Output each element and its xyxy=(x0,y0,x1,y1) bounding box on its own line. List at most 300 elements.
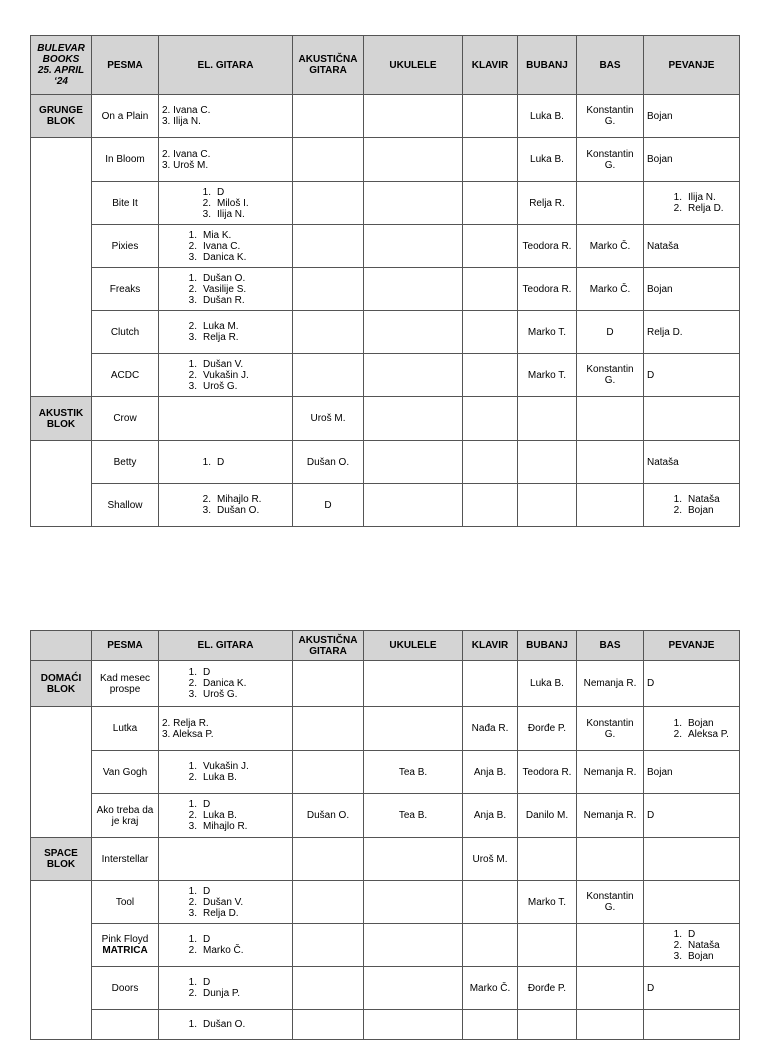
akusticna-gitara-cell: Dušan O. xyxy=(293,441,364,484)
pevanje-cell xyxy=(644,707,740,751)
el-gitara-cell xyxy=(159,1010,293,1040)
table-row xyxy=(31,838,740,881)
list-item xyxy=(647,327,736,338)
song-cell xyxy=(92,707,159,751)
ukulele-cell xyxy=(364,138,463,182)
song-title: Pink Floyd xyxy=(101,934,149,945)
akusticna-gitara-cell xyxy=(293,354,364,397)
performer-name: Bojan xyxy=(647,154,673,165)
bubanj-cell xyxy=(518,441,577,484)
performer-list xyxy=(181,230,289,263)
performer-name: D xyxy=(203,934,211,945)
song-cell xyxy=(92,838,159,881)
list-item xyxy=(162,718,289,729)
item-number: 1. xyxy=(188,977,197,988)
list-item xyxy=(195,505,289,516)
performer-name: Luka B. xyxy=(203,772,237,783)
klavir-cell xyxy=(463,225,518,268)
list-item xyxy=(181,284,289,295)
song-title: Freaks xyxy=(109,283,141,295)
klavir-cell: Anja B. xyxy=(463,794,518,838)
ukulele-cell xyxy=(364,924,463,967)
song-title: Van Gogh xyxy=(102,766,148,778)
akusticna-gitara-cell xyxy=(293,707,364,751)
performer-name: D xyxy=(217,456,225,468)
bubanj-cell: Teodora R. xyxy=(518,268,577,311)
song-title: ACDC xyxy=(110,369,140,381)
performer-list xyxy=(195,494,289,516)
bubanj-cell xyxy=(518,924,577,967)
song-title: Clutch xyxy=(110,326,140,338)
list-item xyxy=(181,886,289,897)
song-cell xyxy=(92,924,159,967)
item-number: 2. xyxy=(202,197,211,209)
performer-name: Relja D. xyxy=(203,907,239,919)
item-number: 1. xyxy=(188,1019,197,1030)
ukulele-cell xyxy=(364,707,463,751)
klavir-cell xyxy=(463,354,518,397)
song-title: Tool xyxy=(115,896,135,908)
ukulele-cell xyxy=(364,881,463,924)
list-item xyxy=(162,105,289,116)
item-number: 3. xyxy=(162,116,171,127)
list-item xyxy=(181,689,289,700)
klavir-cell xyxy=(463,881,518,924)
ukulele-cell xyxy=(364,95,463,138)
performer-name: Relja D. xyxy=(647,326,683,338)
col-header-pesma: PESMA xyxy=(92,631,159,661)
item-number: 1. xyxy=(188,358,197,370)
list-item xyxy=(181,678,289,689)
performer-name: Ilija N. xyxy=(217,208,245,220)
performer-list xyxy=(666,929,736,962)
col-header-bubanj: BUBANJ xyxy=(518,36,577,95)
performer-name: Bojan xyxy=(688,950,714,962)
klavir-cell xyxy=(463,484,518,527)
col-header-klavir: KLAVIR xyxy=(463,631,518,661)
performer-list xyxy=(181,1019,289,1030)
col-header-el-gitara: EL. GITARA xyxy=(159,36,293,95)
song-cell xyxy=(92,484,159,527)
klavir-cell xyxy=(463,138,518,182)
list-item xyxy=(195,457,289,468)
bubanj-cell: Đorđe P. xyxy=(518,707,577,751)
table-row xyxy=(31,1010,740,1040)
bubanj-cell: Danilo M. xyxy=(518,794,577,838)
table-row xyxy=(31,441,740,484)
pevanje-cell xyxy=(644,268,740,311)
pevanje-cell xyxy=(644,924,740,967)
song-cell xyxy=(92,354,159,397)
list-item xyxy=(195,209,289,220)
akusticna-gitara-cell xyxy=(293,182,364,225)
bas-cell: Nemanja R. xyxy=(577,751,644,794)
col-header-ukulele: UKULELE xyxy=(364,631,463,661)
header-row xyxy=(31,36,740,95)
list-item xyxy=(181,799,289,810)
song-title: Bite It xyxy=(112,197,138,209)
klavir-cell xyxy=(463,268,518,311)
bubanj-cell xyxy=(518,397,577,441)
bubanj-cell: Teodora R. xyxy=(518,225,577,268)
song-cell xyxy=(92,182,159,225)
song-title: In Bloom xyxy=(105,154,145,165)
item-number: 2. xyxy=(188,678,197,689)
list-item xyxy=(647,767,736,778)
ukulele-cell: Tea B. xyxy=(364,751,463,794)
item-number: 2. xyxy=(673,203,682,214)
item-number: 2. xyxy=(188,896,197,908)
list-item xyxy=(181,370,289,381)
table-row xyxy=(31,967,740,1010)
bas-cell: Konstantin G. xyxy=(577,138,644,182)
ukulele-cell xyxy=(364,838,463,881)
list-item xyxy=(181,273,289,284)
performer-list xyxy=(666,494,736,516)
pevanje-cell xyxy=(644,484,740,527)
song-title: Crow xyxy=(113,413,137,424)
item-number: 2. xyxy=(188,240,197,252)
performer-list xyxy=(181,761,289,783)
bubanj-cell: Đorđe P. xyxy=(518,967,577,1010)
item-number: 1. xyxy=(188,934,197,945)
block-cell xyxy=(31,881,92,1040)
item-number: 1. xyxy=(673,928,682,940)
list-item xyxy=(666,505,736,516)
performer-name: Vukašin J. xyxy=(203,761,249,772)
performer-name: Nataša xyxy=(688,494,720,505)
bas-cell xyxy=(577,397,644,441)
performer-name: Marko Č. xyxy=(203,945,244,956)
performer-name: Mihajlo R. xyxy=(203,821,248,832)
bas-cell: Konstantin G. xyxy=(577,881,644,924)
performer-name: D xyxy=(203,667,211,678)
performer-name: Dušan V. xyxy=(203,358,244,370)
pevanje-cell xyxy=(644,838,740,881)
list-item xyxy=(162,160,289,171)
pevanje-cell xyxy=(644,311,740,354)
performer-name: Ivana C. xyxy=(203,240,241,252)
performer-name: Relja R. xyxy=(173,717,209,729)
item-number: 3. xyxy=(188,907,197,919)
performer-name: Mihajlo R. xyxy=(217,494,262,505)
klavir-cell xyxy=(463,924,518,967)
performer-name: Dušan O. xyxy=(217,505,260,516)
performer-list xyxy=(181,934,289,956)
akusticna-gitara-cell xyxy=(293,1010,364,1040)
list-item xyxy=(666,940,736,951)
song-cell xyxy=(92,881,159,924)
el-gitara-cell xyxy=(159,707,293,751)
item-number: 1. xyxy=(673,192,682,203)
performer-name: Nataša xyxy=(647,240,679,252)
block-cell xyxy=(31,707,92,838)
bubanj-cell xyxy=(518,484,577,527)
bubanj-cell: Teodora R. xyxy=(518,751,577,794)
bas-cell xyxy=(577,441,644,484)
song-title: Shallow xyxy=(107,499,143,511)
ukulele-cell xyxy=(364,354,463,397)
corner-cell xyxy=(31,631,92,661)
song-cell xyxy=(92,1010,159,1040)
performer-name: Ivana C. xyxy=(173,105,211,116)
klavir-cell xyxy=(463,397,518,441)
item-number: 3. xyxy=(162,159,171,171)
table-row xyxy=(31,225,740,268)
el-gitara-cell xyxy=(159,967,293,1010)
song-cell xyxy=(92,225,159,268)
bubanj-cell: Luka B. xyxy=(518,661,577,707)
el-gitara-cell xyxy=(159,138,293,182)
table-row xyxy=(31,397,740,441)
list-item xyxy=(181,821,289,832)
el-gitara-cell xyxy=(159,838,293,881)
el-gitara-cell xyxy=(159,268,293,311)
performer-name: Vasilije S. xyxy=(203,283,247,295)
performer-name: Ilija N. xyxy=(173,116,201,127)
song-title: On a Plain xyxy=(101,110,149,122)
akusticna-gitara-cell xyxy=(293,838,364,881)
song-cell xyxy=(92,397,159,441)
table-row xyxy=(31,661,740,707)
item-number: 1. xyxy=(673,717,682,729)
performer-list xyxy=(195,457,289,468)
list-item xyxy=(181,381,289,392)
ukulele-cell xyxy=(364,967,463,1010)
pevanje-cell xyxy=(644,881,740,924)
list-item xyxy=(195,198,289,209)
item-number: 3. xyxy=(202,208,211,220)
pevanje-cell xyxy=(644,354,740,397)
klavir-cell xyxy=(463,441,518,484)
schedule-table-1 xyxy=(30,35,740,527)
item-number: 3. xyxy=(188,332,197,343)
performer-list xyxy=(181,321,289,343)
list-item xyxy=(647,241,736,252)
song-title: Interstellar xyxy=(101,853,149,865)
bubanj-cell xyxy=(518,1010,577,1040)
performer-name: Miloš I. xyxy=(217,197,249,209)
list-item xyxy=(181,934,289,945)
bas-cell xyxy=(577,967,644,1010)
bas-cell xyxy=(577,838,644,881)
list-item xyxy=(181,295,289,306)
item-number: 2. xyxy=(162,105,171,116)
performer-name: Aleksa P. xyxy=(688,728,729,740)
list-item xyxy=(181,908,289,919)
ukulele-cell xyxy=(364,225,463,268)
item-number: 2. xyxy=(188,321,197,332)
akusticna-gitara-cell xyxy=(293,311,364,354)
ukulele-cell xyxy=(364,397,463,441)
list-item xyxy=(647,983,736,994)
list-item xyxy=(666,494,736,505)
performer-name: Uroš M. xyxy=(173,159,209,171)
list-item xyxy=(666,729,736,740)
el-gitara-cell xyxy=(159,441,293,484)
performer-name: Dušan O. xyxy=(203,272,246,284)
col-header-bubanj: BUBANJ xyxy=(518,631,577,661)
performer-name: D xyxy=(688,928,696,940)
klavir-cell xyxy=(463,182,518,225)
item-number: 1. xyxy=(202,186,211,198)
item-number: 3. xyxy=(162,728,171,740)
item-number: 1. xyxy=(188,667,197,678)
table-row xyxy=(31,354,740,397)
pevanje-cell xyxy=(644,95,740,138)
list-item xyxy=(647,370,736,381)
pevanje-cell xyxy=(644,661,740,707)
list-item xyxy=(181,1019,289,1030)
performer-list xyxy=(181,799,289,832)
performer-name: Dušan O. xyxy=(203,1019,246,1030)
performer-name: Ivana C. xyxy=(173,148,211,160)
item-number: 3. xyxy=(188,251,197,263)
bas-cell xyxy=(577,182,644,225)
el-gitara-cell xyxy=(159,225,293,268)
block-label: AKUSTIK BLOK xyxy=(31,397,92,441)
el-gitara-cell xyxy=(159,95,293,138)
ukulele-cell: Tea B. xyxy=(364,794,463,838)
item-number: 1. xyxy=(188,272,197,284)
el-gitara-cell xyxy=(159,354,293,397)
list-item xyxy=(647,154,736,165)
list-item xyxy=(181,321,289,332)
list-item xyxy=(181,977,289,988)
performer-list xyxy=(195,187,289,220)
performer-name: Bojan xyxy=(647,283,673,295)
el-gitara-cell xyxy=(159,794,293,838)
performer-name: D xyxy=(647,678,655,689)
item-number: 1. xyxy=(188,885,197,897)
bas-cell: Konstantin G. xyxy=(577,354,644,397)
list-item xyxy=(181,359,289,370)
performer-name: Bojan xyxy=(688,717,714,729)
pevanje-cell xyxy=(644,138,740,182)
list-item xyxy=(181,988,289,999)
song-cell xyxy=(92,268,159,311)
song-cell xyxy=(92,441,159,484)
el-gitara-cell xyxy=(159,484,293,527)
item-number: 2. xyxy=(673,728,682,740)
block-label: SPACE BLOK xyxy=(31,838,92,881)
bas-cell xyxy=(577,1010,644,1040)
item-number: 2. xyxy=(162,717,171,729)
table-row xyxy=(31,881,740,924)
akusticna-gitara-cell: Dušan O. xyxy=(293,794,364,838)
performer-name: D xyxy=(203,885,211,897)
block-label: GRUNGE BLOK xyxy=(31,95,92,138)
el-gitara-cell xyxy=(159,182,293,225)
akusticna-gitara-cell xyxy=(293,751,364,794)
block-cell xyxy=(31,138,92,397)
bas-cell: D xyxy=(577,311,644,354)
performer-name: D xyxy=(203,799,211,810)
bubanj-cell: Luka B. xyxy=(518,138,577,182)
ukulele-cell xyxy=(364,661,463,707)
bubanj-cell: Marko T. xyxy=(518,311,577,354)
list-item xyxy=(181,761,289,772)
list-item xyxy=(647,284,736,295)
list-item xyxy=(162,116,289,127)
performer-name: Mia K. xyxy=(203,229,232,241)
table-row xyxy=(31,268,740,311)
table-row xyxy=(31,924,740,967)
performer-name: Nataša xyxy=(688,939,720,951)
col-header-pevanje: PEVANJE xyxy=(644,36,740,95)
song-title: Pixies xyxy=(111,240,139,252)
performer-name: Uroš G. xyxy=(203,689,238,700)
item-number: 2. xyxy=(188,369,197,381)
bas-cell: Konstantin G. xyxy=(577,95,644,138)
performer-list xyxy=(666,192,736,214)
el-gitara-cell xyxy=(159,311,293,354)
table-row xyxy=(31,95,740,138)
item-number: 2. xyxy=(188,988,197,999)
song-cell xyxy=(92,751,159,794)
item-number: 1. xyxy=(188,229,197,241)
item-number: 2. xyxy=(673,939,682,951)
performer-name: Luka M. xyxy=(203,321,239,332)
song-cell xyxy=(92,311,159,354)
col-header-akusticna-gitara: AKUSTIČNA GITARA xyxy=(293,36,364,95)
list-item xyxy=(181,810,289,821)
col-header-pesma: PESMA xyxy=(92,36,159,95)
song-cell xyxy=(92,95,159,138)
event-label: BULEVAR BOOKS 25. APRIL ‘24 xyxy=(31,36,92,95)
akusticna-gitara-cell xyxy=(293,268,364,311)
list-item xyxy=(647,810,736,821)
pevanje-cell xyxy=(644,967,740,1010)
akusticna-gitara-cell xyxy=(293,924,364,967)
item-number: 3. xyxy=(188,380,197,392)
list-item xyxy=(181,332,289,343)
list-item xyxy=(181,241,289,252)
performer-name: Relja R. xyxy=(203,332,239,343)
table-row xyxy=(31,311,740,354)
col-header-ukulele: UKULELE xyxy=(364,36,463,95)
item-number: 2. xyxy=(188,283,197,295)
akusticna-gitara-cell xyxy=(293,967,364,1010)
performer-name: D xyxy=(647,982,655,994)
item-number: 2. xyxy=(202,494,211,505)
item-number: 1. xyxy=(188,761,197,772)
performer-name: Dunja P. xyxy=(203,988,241,999)
item-number: 1. xyxy=(673,494,682,505)
performer-name: Dušan R. xyxy=(203,294,245,306)
list-item xyxy=(181,667,289,678)
song-subtitle: MATRICA xyxy=(102,945,148,956)
item-number: 1. xyxy=(202,456,211,468)
bas-cell: Konstantin G. xyxy=(577,707,644,751)
schedule-table-2 xyxy=(30,630,740,1040)
performer-name: Bojan xyxy=(647,110,673,122)
performer-name: Danica K. xyxy=(203,251,247,263)
ukulele-cell xyxy=(364,311,463,354)
list-item xyxy=(181,230,289,241)
performer-name: Nataša xyxy=(647,456,679,468)
performer-name: Relja D. xyxy=(688,203,724,214)
performer-name: Uroš G. xyxy=(203,380,238,392)
pevanje-cell xyxy=(644,441,740,484)
table-row xyxy=(31,751,740,794)
song-cell xyxy=(92,138,159,182)
list-item xyxy=(666,192,736,203)
el-gitara-cell xyxy=(159,881,293,924)
bubanj-cell: Luka B. xyxy=(518,95,577,138)
table-row xyxy=(31,138,740,182)
table-row xyxy=(31,484,740,527)
